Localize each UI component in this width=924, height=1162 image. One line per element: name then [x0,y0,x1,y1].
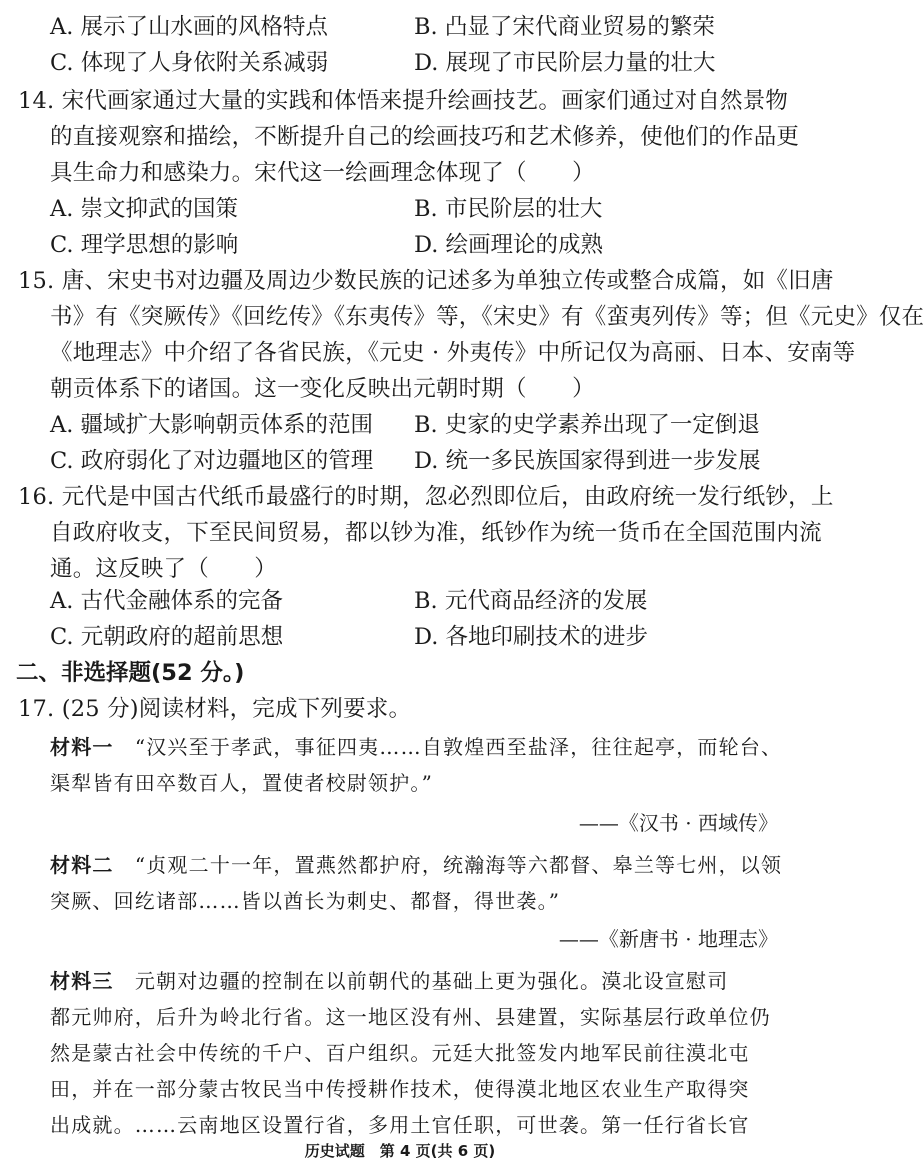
q15-stem-line-2: 书》有《突厥传》《回纥传》《东夷传》等，《宋史》有《蛮夷列传》等；但《元史》仅在 [50,304,924,330]
q13-option-d: D. 展现了市民阶层力量的壮大 [414,50,716,76]
q14-option-c: C. 理学思想的影响 [50,232,239,258]
material-3-line-5: 出成就。……云南地区设置行省，多用土官任职，可世袭。第一任行省长官 [50,1113,750,1137]
material-1-line-2: 渠犁皆有田卒数百人，置使者校尉领护。” [50,771,434,795]
material-2-line-1 [50,848,782,882]
q13-option-c: C. 体现了人身依附关系减弱 [50,50,329,76]
q15-stem-line-3: 《地理志》中介绍了各省民族，《元史 · 外夷传》中所记仅为高丽、日本、安南等 [50,340,856,366]
q14-stem-line-2: 的直接观察和描绘，不断提升自己的绘画技巧和艺术修养，使他们的作品更 [50,124,800,150]
material-1-text-1: “汉兴至于孝武，事征四夷……自敦煌西至盐泽，往往起亭，而轮台、 [134,735,783,759]
q13-option-b: B. 凸显了宋代商业贸易的繁荣 [414,14,715,40]
q14-stem-line-3: 具生命力和感染力。宋代这一绘画理念体现了（ ） [50,160,595,186]
q14-stem-line-1: 14. 宋代画家通过大量的实践和体悟来提升绘画技艺。画家们通过对自然景物 [18,88,789,114]
q15-option-a: A. 疆域扩大影响朝贡体系的范围 [50,412,374,438]
q15-stem-line-4: 朝贡体系下的诸国。这一变化反映出元朝时期（ ） [50,376,595,402]
q13-option-a: A. 展示了山水画的风格特点 [50,14,329,40]
section-heading: 二、非选择题(52 分。) [16,660,245,686]
q16-option-c: C. 元朝政府的超前思想 [50,624,284,650]
q14-option-b: B. 市民阶层的壮大 [414,196,603,222]
material-3-text-1: 元朝对边疆的控制在以前朝代的基础上更为强化。漠北设宣慰司 [134,969,729,993]
material-1-label: 材料一 [50,735,114,759]
material-3-line-2: 都元帅府，后升为岭北行省。这一地区没有州、县建置，实际基层行政单位仍 [50,1005,771,1029]
q16-option-b: B. 元代商品经济的发展 [414,588,648,614]
material-2-source: ——《新唐书 · 地理志》 [558,927,778,951]
material-2-line-2: 突厥、回纥诸部……皆以酋长为刺史、都督，得世袭。” [50,889,561,913]
material-3-label: 材料三 [50,969,114,993]
q16-option-d: D. 各地印刷技术的进步 [414,624,649,650]
q15-option-b: B. 史家的史学素养出现了一定倒退 [414,412,760,438]
material-2-label: 材料二 [50,853,114,877]
q16-stem-line-1: 16. 元代是中国古代纸币最盛行的时期，忽必烈即位后，由政府统一发行纸钞，上 [18,484,834,510]
q16-stem-line-2: 自政府收支，下至民间贸易，都以钞为准，纸钞作为统一货币在全国范围内流 [50,520,822,546]
material-2-text-1: “贞观二十一年，置燕然都护府，统瀚海等六都督、皋兰等七州，以领 [134,853,783,877]
material-3-line-1 [50,964,728,998]
q15-option-d: D. 统一多民族国家得到进一步发展 [414,448,761,474]
material-3-line-4: 田，并在一部分蒙古牧民当中传授耕作技术，使得漠北地区农业生产取得突 [50,1077,750,1101]
q16-stem-line-3: 通。这反映了（ ） [50,556,278,582]
q17-intro: 17. (25 分)阅读材料，完成下列要求。 [18,696,412,722]
q15-option-c: C. 政府弱化了对边疆地区的管理 [50,448,374,474]
material-1-source: ——《汉书 · 西域传》 [578,811,778,835]
material-3-line-3: 然是蒙古社会中传统的千户、百户组织。元廷大批签发内地军民前往漠北屯 [50,1041,750,1065]
page-footer: 历史试题 第 4 页(共 6 页) [304,1142,496,1160]
q16-option-a: A. 古代金融体系的完备 [50,588,284,614]
q14-option-a: A. 崇文抑武的国策 [50,196,239,222]
q14-option-d: D. 绘画理论的成熟 [414,232,604,258]
material-1-line-1 [50,730,782,764]
q15-stem-line-1: 15. 唐、宋史书对边疆及周边少数民族的记述多为单独立传或整合成篇，如《旧唐 [18,268,834,294]
